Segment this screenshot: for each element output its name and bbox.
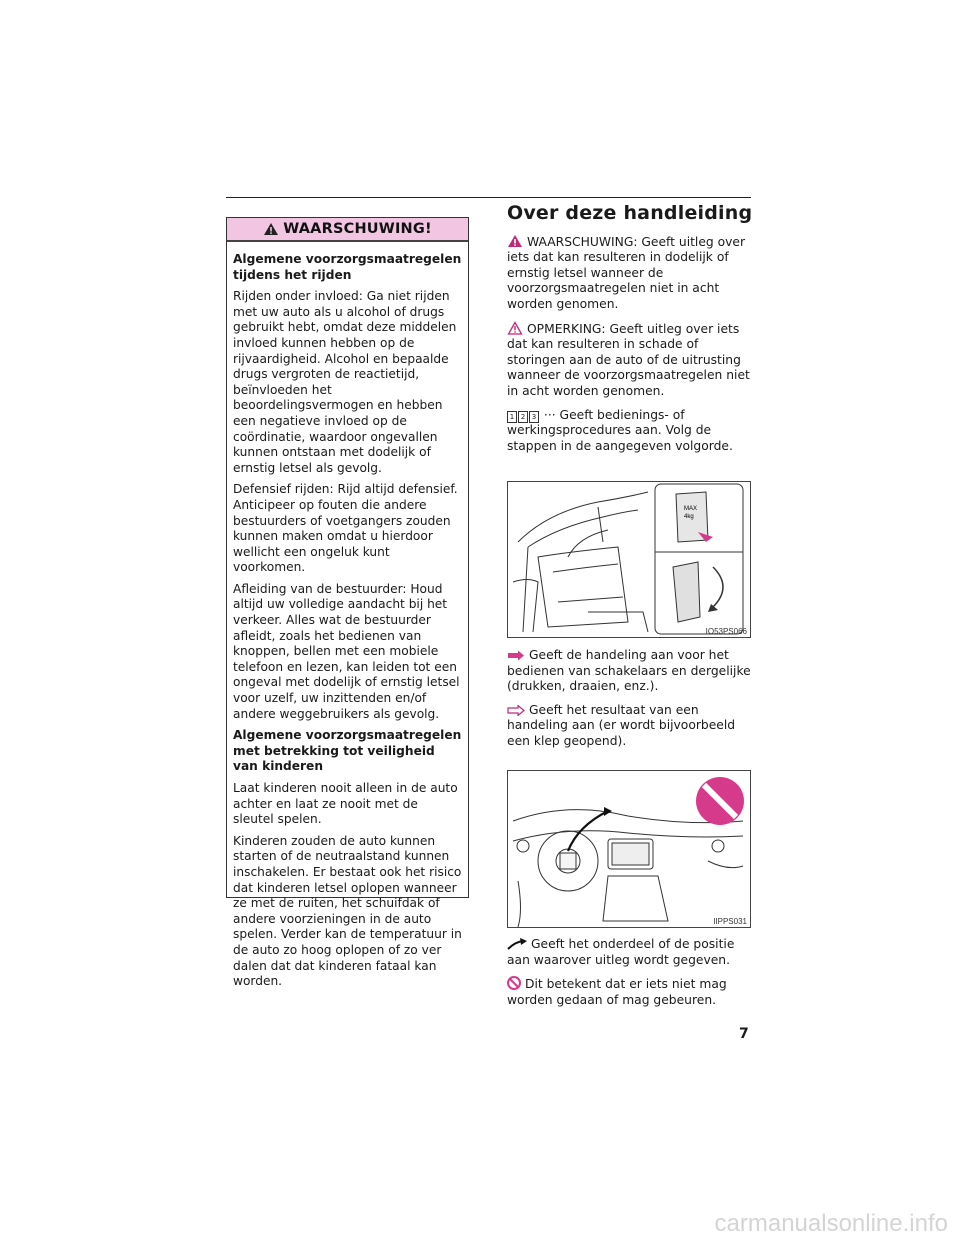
warning-paragraph: Laat kinderen nooit alleen in de auto achter en laat ze nooit met de sleutel spelen. <box>233 781 458 827</box>
warning-paragraph: Afleiding van de bestuurder: Houd altijd uw volledige aandacht bij het verkeer. Alles wat de bestuurder afleidt, zoals het bedienen van knoppen, bellen met een mobiele telefoon en lezen, kan leiden tot een ongeval met dodelijk of ernstig letsel voor uzelf, uw inzittenden en/of andere weggebruikers als gevolg. <box>233 581 460 721</box>
action-arrow-icon <box>507 650 525 661</box>
step-2-icon: 2 <box>518 411 528 423</box>
fig1-max-label: MAX <box>684 506 698 512</box>
notice-legend <box>507 321 753 400</box>
notice-triangle-icon <box>507 321 523 335</box>
pointer-arrow-icon <box>507 938 527 950</box>
header-rule <box>226 197 751 198</box>
steps-legend-text: ··· Geeft bedienings- of werkingsprocedures aan. Volg de stappen in de aangegeven volgorde. <box>507 407 733 453</box>
action-legend-text: Geeft de handeling aan voor het bedienen van schakelaars en dergelijke (drukken, draaien, enz.). <box>507 648 751 694</box>
warning-paragraph: Kinderen zouden de auto kunnen starten of de neutraalstand kunnen inschakelen. Er bestaat ook het risico dat kinderen letsel oplopen wanneer ze met de ruiten, het schuifdak of andere voorzieningen in de auto spelen. Verder kan de temperatuur in de auto zo hoog oplopen of zo ver dalen dat dat kinderen fataal kan worden. <box>233 833 462 989</box>
action-legend <box>507 648 753 695</box>
prohibited-legend-text: Dit betekent dat er iets niet mag worden gedaan of mag gebeuren. <box>507 977 727 1007</box>
warning-triangle-icon <box>507 234 523 248</box>
result-legend <box>507 703 753 750</box>
prohibited-legend <box>507 976 753 1008</box>
warning-legend <box>507 234 753 313</box>
warning-paragraph: Rijden onder invloed: Ga niet rijden met uw auto als u alcohol of drugs gebruikt hebt, omdat deze middelen invloed kunnen hebben op de rijvaardigheid. Alcohol en bepaalde drugs vergroten de reactietijd, beïnvloeden het beoordelingsvermogen en hebben een negatieve invloed op de coördinatie, waardoor ongevallen kunnen ontstaan met dodelijk of ernstig letsel als gevolg. <box>233 289 457 475</box>
warning-triangle-icon <box>263 222 279 236</box>
watermark: carmanualsonline.info <box>714 1210 948 1237</box>
dashboard-illustration <box>507 770 751 928</box>
prohibited-icon <box>507 976 521 990</box>
page-number: 7 <box>739 1026 749 1042</box>
section-title: Over deze handleiding <box>507 202 753 224</box>
warning-subheading: Algemene voorzorgsmaatregelen met betrekking tot veiligheid van kinderen <box>233 728 462 774</box>
warning-header <box>227 218 468 242</box>
notice-legend-text: OPMERKING: Geeft uitleg over iets dat kan resulteren in schade of storingen aan de auto of de uitrusting wanneer de voorzorgsmaatregelen niet in acht worden genomen. <box>507 321 750 398</box>
result-legend-text: Geeft het resultaat van een handeling aan (er wordt bijvoorbeeld een klep geopend). <box>507 702 736 748</box>
result-arrow-icon <box>507 705 525 716</box>
step-1-icon: 1 <box>507 411 517 423</box>
pointer-legend-text: Geeft het onderdeel of de positie aan waarover uitleg wordt gegeven. <box>507 937 735 967</box>
about-manual-section <box>507 202 753 462</box>
warning-title: WAARSCHUWING! <box>283 221 432 237</box>
action-legends <box>507 648 753 758</box>
trunk-illustration <box>507 481 751 638</box>
svg-text:4kg: 4kg <box>684 514 694 520</box>
warning-legend-text: WAARSCHUWING: Geeft uitleg over iets dat kan resulteren in dodelijk of ernstig letsel wanneer de voorzorgsmaatregelen niet in acht worden genomen. <box>507 234 746 311</box>
symbol-legends <box>507 937 753 1016</box>
steps-legend <box>507 408 753 455</box>
step-3-icon: 3 <box>529 411 539 423</box>
warning-paragraph: Defensief rijden: Rijd altijd defensief. Anticipeer op fouten die andere bestuurders of voetgangers zouden kunnen maken omdat u hierdoor wellicht een ongeluk kunt voorkomen. <box>233 482 458 575</box>
fig2-code: IIPPS031 <box>713 917 747 926</box>
dashboard-drawing <box>508 771 750 927</box>
warning-subheading: Algemene voorzorgsmaatregelen tijdens het rijden <box>233 252 462 282</box>
pointer-legend <box>507 937 753 968</box>
trunk-drawing <box>508 482 750 637</box>
warning-body <box>227 242 468 990</box>
warning-box <box>226 217 469 989</box>
fig1-code: IO53PS066 <box>705 627 747 636</box>
